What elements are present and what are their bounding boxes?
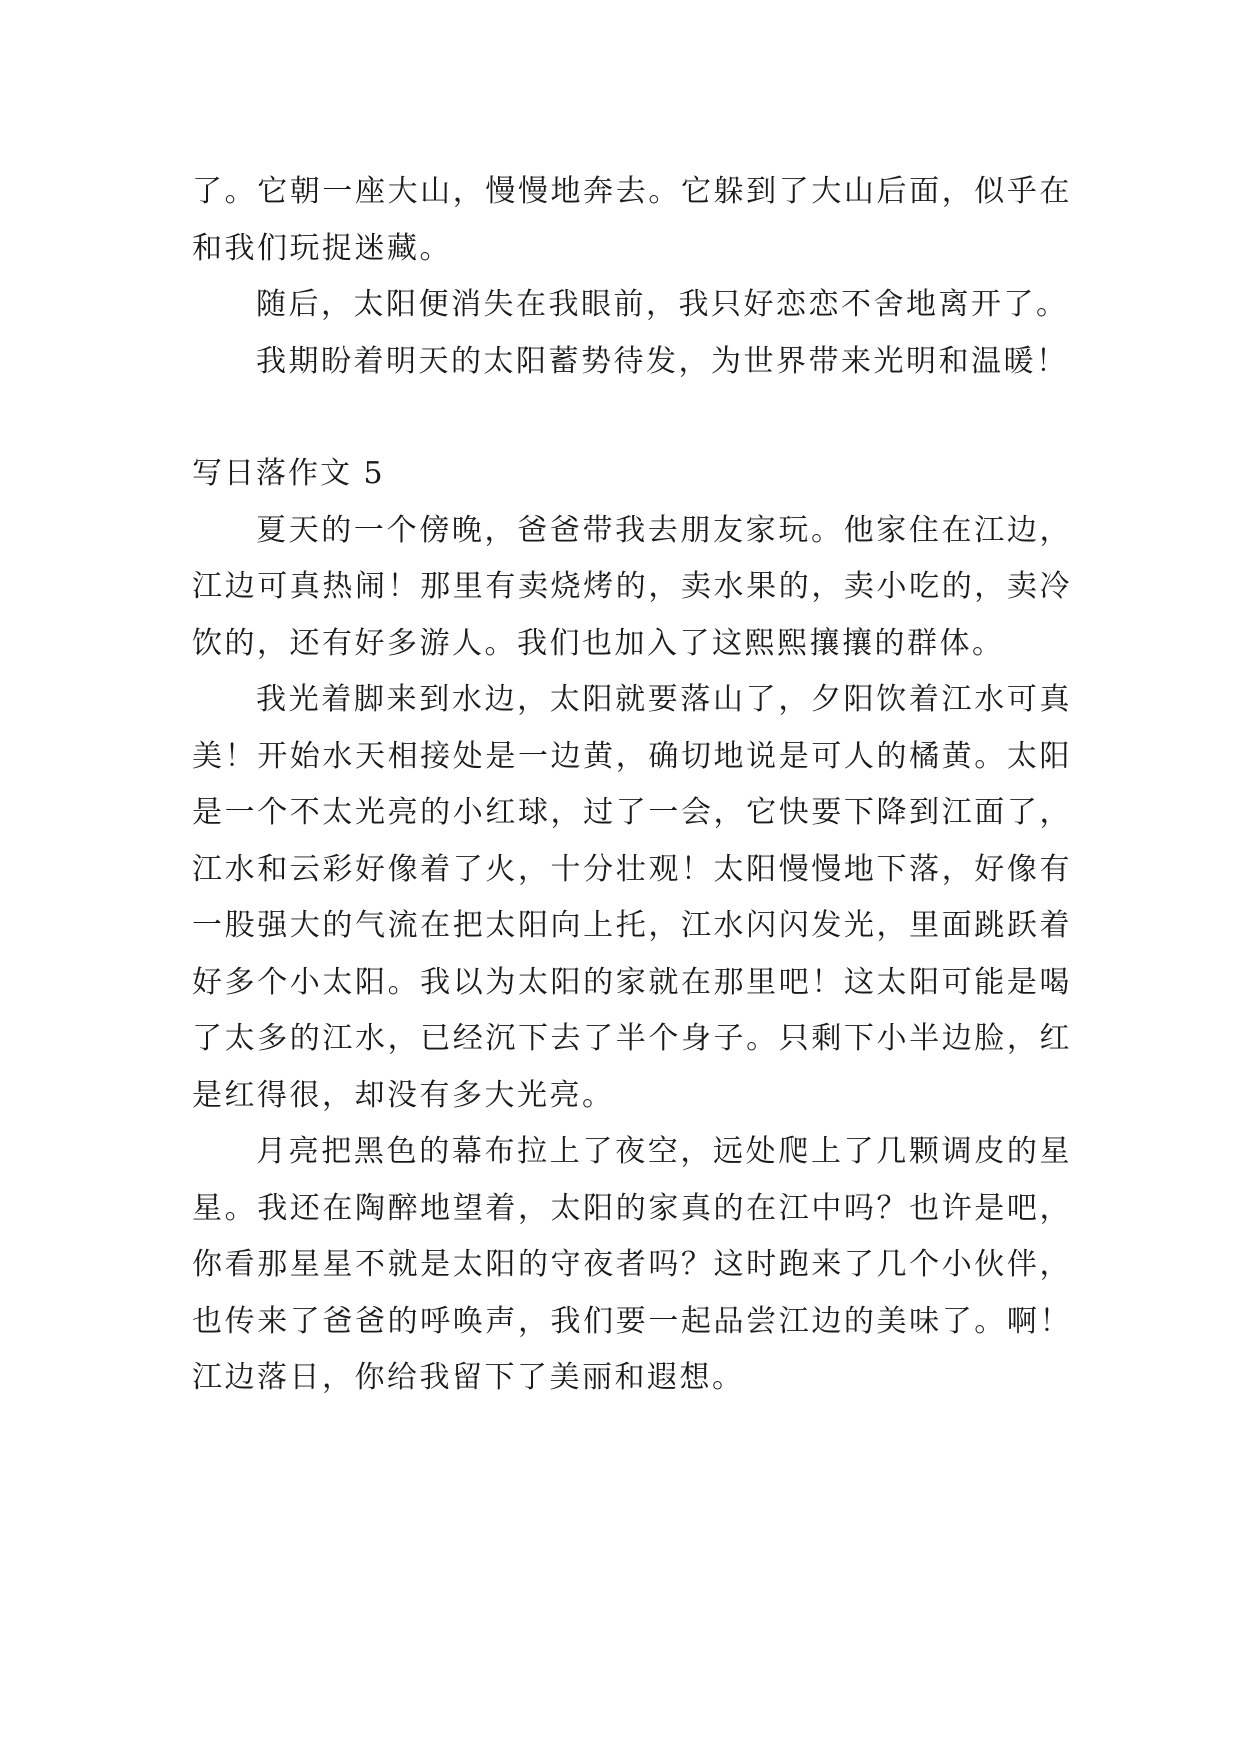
paragraph: 随后，太阳便消失在我眼前，我只好恋恋不舍地离开了。 [256, 287, 1069, 322]
paragraph: 月亮把黑色的幕布拉上了夜空，远处爬上了几颗调皮的星星。我还在陶醉地望着，太阳的家真的在江中吗？也许是吧，你看那星星不就是太阳的守夜者吗？这时跑来了几个小伙伴，也传来了爸爸的呼唤声，我们要一起品尝江边的美味了。啊！江边落日，你给我留下了美丽和遐想。 [192, 1134, 1072, 1395]
paragraph: 我光着脚来到水边，太阳就要落山了，夕阳饮着江水可真美！开始水天相接处是一边黄，确切地说是可人的橘黄。太阳是一个不太光亮的小红球，过了一会，它快要下降到江面了，江水和云彩好像着了火，十分壮观！太阳慢慢地下落，好像有一股强大的气流在把太阳向上托，江水闪闪发光，里面跳跃着好多个小太阳。我以为太阳的家就在那里吧！这太阳可能是喝了太多的江水，已经沉下去了半个身子。只剩下小半边脸，红是红得很，却没有多大光亮。 [192, 682, 1072, 1113]
paragraph: 我期盼着明天的太阳蓄势待发，为世界带来光明和温暖！ [256, 343, 1069, 379]
document-body [192, 164, 1072, 1407]
section-title: 写日落作文 5 [192, 456, 385, 491]
paragraph: 夏天的一个傍晚，爸爸带我去朋友家玩。他家住在江边，江边可真热闹！那里有卖烧烤的，卖水果的，卖小吃的，卖冷饮的，还有好多游人。我们也加入了这熙熙攘攘的群体。 [192, 512, 1072, 661]
paragraph-continued: 了。它朝一座大山，慢慢地奔去。它躲到了大山后面，似乎在和我们玩捉迷藏。 [192, 174, 1072, 266]
